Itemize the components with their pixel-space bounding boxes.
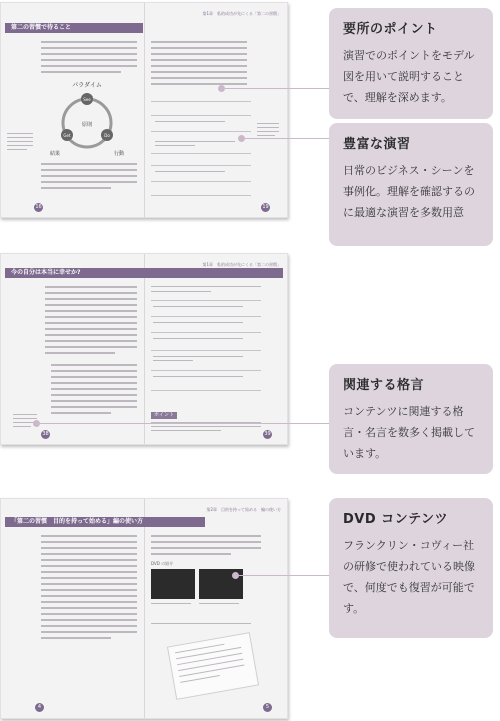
connector-line <box>239 575 329 576</box>
spine-fold <box>144 3 145 217</box>
page-number-left: 4 <box>35 703 44 712</box>
dvd-intro-label: DVD の紹介 <box>151 561 174 566</box>
dvd-still-image <box>151 569 195 599</box>
section-title-bar: 今の自分は本当に幸せか? <box>5 268 283 278</box>
spine-fold <box>144 499 145 718</box>
page-number-right: 19 <box>262 204 269 210</box>
node-label-get: Get <box>63 133 71 138</box>
node-label-do: Do <box>104 133 110 138</box>
callout-title: 関連する格言 <box>343 378 425 393</box>
callout-dvd <box>329 498 493 638</box>
connector-line <box>225 88 329 89</box>
label-principle: 原則 <box>81 122 93 128</box>
callout-body: フランクリン・コヴィー社の研修で使われている映像で、何度でも復習が可能です。 <box>343 539 475 615</box>
page-number-right: 5 <box>263 703 272 712</box>
connector-dot <box>238 135 245 142</box>
spine-fold <box>144 254 145 444</box>
connector-dot <box>232 572 239 579</box>
connector-line <box>40 423 329 424</box>
page-number-right: 39 <box>264 431 271 437</box>
connector-line <box>245 138 329 139</box>
running-header: 第2章 目的を持って始める 編の使い方 <box>206 507 281 512</box>
section-title-bar: 第二の習慣で待ること <box>5 23 143 33</box>
point-label: ポイント <box>151 412 177 419</box>
callout-quotes <box>329 364 493 474</box>
section-title-bar: 「第二の習慣 目的を持って始める」編の使い方 <box>5 517 205 527</box>
node-label-see: See <box>83 97 91 102</box>
label-paradigm: パラダイム <box>72 82 102 89</box>
callout-title: 豊富な演習 <box>343 137 411 152</box>
callout-body: コンテンツに関連する格言・名言を数多く掲載しています。 <box>343 405 475 460</box>
running-header: 第1章 私的成功が先にくる「第二の習慣」 <box>202 11 281 16</box>
page-number-left: 16 <box>35 204 42 210</box>
running-header: 第1章 私的成功が先にくる「第二の習慣」 <box>202 262 281 267</box>
callout-body: 演習でのポイントをモデル図を用いて説明することで、理解を深めます。 <box>343 49 475 104</box>
connector-dot <box>218 85 225 92</box>
label-action: 行動 <box>113 151 125 157</box>
spread-habit-intro <box>0 2 288 218</box>
callout-key-points <box>329 8 493 119</box>
callout-exercises <box>329 123 493 246</box>
spread-am-i-happy <box>0 253 288 445</box>
page-number-left: 38 <box>42 431 49 437</box>
callout-body: 日常のビジネス・シーンを事例化。理解を確認するのに最適な演習を多数用意 <box>343 164 475 219</box>
callout-title: DVD コンテンツ <box>343 512 449 527</box>
see-do-get-cycle-diagram <box>47 77 127 159</box>
worksheet-image <box>167 632 259 700</box>
label-result: 結果 <box>49 151 61 157</box>
connector-dot <box>33 420 40 427</box>
spread-dvd-usage <box>0 498 288 719</box>
callout-title: 要所のポイント <box>343 22 438 37</box>
